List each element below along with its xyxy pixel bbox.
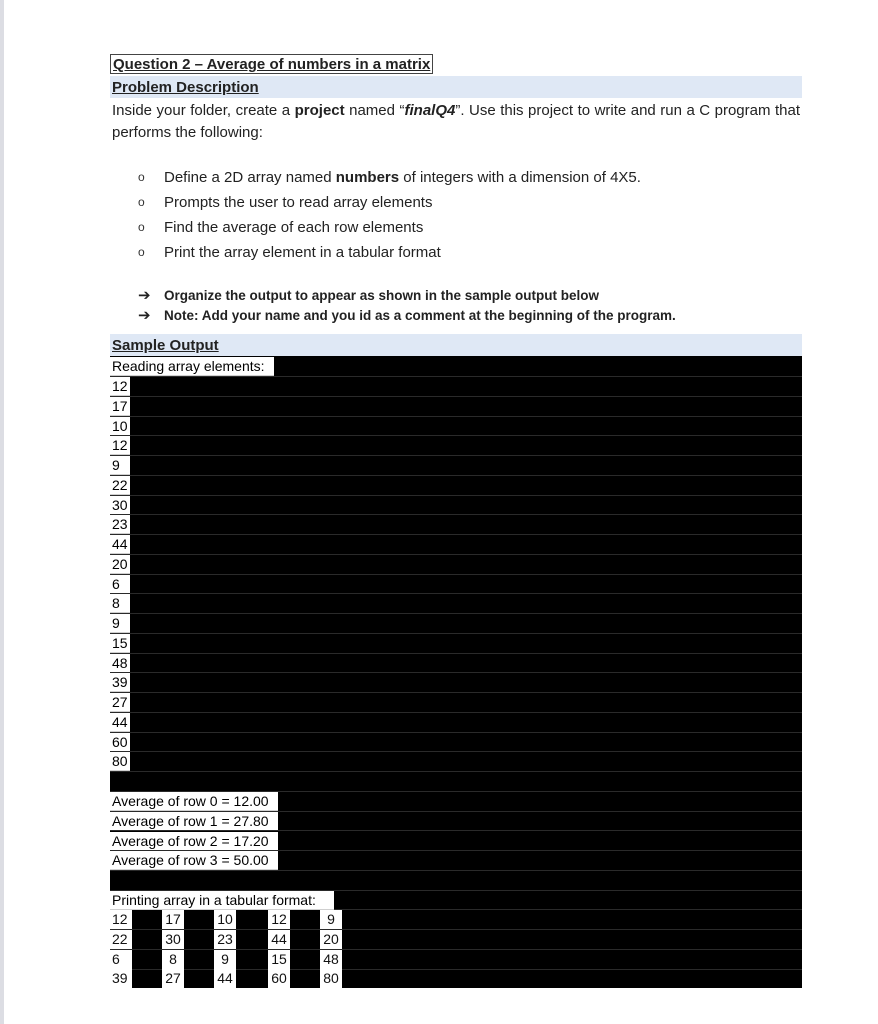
- table-label: Printing array in a tabular format:: [110, 891, 334, 910]
- table-cell: 48: [320, 950, 342, 969]
- console-row-divider: [110, 455, 802, 456]
- problem-heading: Problem Description: [112, 79, 259, 96]
- console-row-divider: [110, 771, 802, 772]
- input-line: 39: [110, 673, 130, 692]
- console-row-divider: [110, 396, 802, 397]
- intro-paragraph: Inside your folder, create a project named “finalQ4”. Use this project to write and run a C program that performs the following:: [112, 102, 801, 141]
- average-line: Average of row 3 = 50.00: [110, 851, 278, 870]
- console-row-divider: [110, 495, 802, 496]
- notes-list: [138, 286, 798, 326]
- input-line: 30: [110, 496, 130, 515]
- list-item: o Prompts the user to read array elements: [138, 190, 778, 215]
- bullet-circle-icon: o: [138, 195, 145, 209]
- table-cell: 12: [268, 910, 290, 929]
- console-row-divider: [110, 672, 802, 673]
- table-row: [110, 950, 802, 970]
- requirements-list: [138, 165, 778, 265]
- input-line: 44: [110, 713, 130, 732]
- average-line: Average of row 0 = 12.00: [110, 792, 278, 811]
- project-keyword: project: [294, 102, 345, 119]
- console-row-divider: [110, 830, 802, 831]
- table-cell: 39: [110, 969, 132, 988]
- input-line: 80: [110, 752, 130, 771]
- table-cell: 17: [162, 910, 184, 929]
- table-cell: 10: [214, 910, 236, 929]
- console-row-divider: [110, 633, 802, 634]
- console-row-divider: [110, 613, 802, 614]
- input-line: 20: [110, 555, 130, 574]
- table-cell: 23: [214, 930, 236, 949]
- input-line: 44: [110, 535, 130, 554]
- console-row-divider: [110, 850, 802, 851]
- table-cell: 44: [268, 930, 290, 949]
- console-row-divider: [110, 593, 802, 594]
- table-cell: 30: [162, 930, 184, 949]
- input-line: 9: [110, 614, 130, 633]
- table-cell: 8: [162, 950, 184, 969]
- table-cell: 80: [320, 969, 342, 988]
- sample-output-console: [110, 356, 802, 988]
- input-line: 17: [110, 397, 130, 416]
- input-line: 27: [110, 693, 130, 712]
- arrow-right-icon: ➔: [138, 287, 151, 304]
- table-row: [110, 930, 802, 950]
- input-line: 9: [110, 456, 130, 475]
- console-row-divider: [110, 870, 802, 871]
- project-name: finalQ4: [404, 102, 456, 119]
- bullet-circle-icon: o: [138, 220, 145, 234]
- average-line: Average of row 2 = 17.20: [110, 832, 278, 851]
- table-cell: 12: [110, 910, 132, 929]
- console-row-divider: [110, 732, 802, 733]
- page-left-edge: [0, 0, 4, 1024]
- note-item: ➔ Note: Add your name and you id as a comment at the beginning of the program.: [138, 307, 676, 324]
- table-cell: 15: [268, 950, 290, 969]
- input-line: 12: [110, 377, 130, 396]
- console-row-divider: [110, 416, 802, 417]
- console-row-divider: [110, 435, 802, 436]
- input-line: 23: [110, 515, 130, 534]
- arrow-right-icon: ➔: [138, 307, 151, 324]
- console-row-divider: [110, 751, 802, 752]
- question-title: Question 2 – Average of numbers in a matrix: [110, 54, 433, 74]
- console-row-divider: [110, 534, 802, 535]
- input-line: 12: [110, 436, 130, 455]
- bullet-circle-icon: o: [138, 245, 145, 259]
- table-cell: 44: [214, 969, 236, 988]
- console-row-divider: [110, 811, 802, 812]
- console-row-divider: [110, 653, 802, 654]
- average-line: Average of row 1 = 27.80: [110, 812, 278, 831]
- table-cell: 22: [110, 930, 132, 949]
- list-item: o Define a 2D array named numbers of integers with a dimension of 4X5.: [138, 165, 778, 190]
- console-row-divider: [110, 712, 802, 713]
- table-row: [110, 969, 802, 989]
- reading-label: Reading array elements:: [110, 357, 274, 376]
- table-cell: 20: [320, 930, 342, 949]
- input-line: 15: [110, 634, 130, 653]
- sample-output-heading: Sample Output: [112, 337, 219, 354]
- input-line: 6: [110, 575, 130, 594]
- table-cell: 60: [268, 969, 290, 988]
- input-line: 10: [110, 417, 130, 436]
- console-row-divider: [110, 554, 802, 555]
- list-item: o Find the average of each row elements: [138, 215, 778, 240]
- console-row-divider: [110, 692, 802, 693]
- input-line: 60: [110, 733, 130, 752]
- console-row-divider: [110, 475, 802, 476]
- table-cell: 9: [320, 910, 342, 929]
- console-row-divider: [110, 514, 802, 515]
- input-line: 8: [110, 594, 130, 613]
- list-item: o Print the array element in a tabular format: [138, 240, 778, 265]
- table-cell: 27: [162, 969, 184, 988]
- input-line: 48: [110, 654, 130, 673]
- table-row: [110, 910, 802, 930]
- table-cell: 6: [110, 950, 132, 969]
- console-row-divider: [110, 574, 802, 575]
- table-cell: 9: [214, 950, 236, 969]
- console-row-divider: [110, 791, 802, 792]
- note-item: ➔ Organize the output to appear as shown in the sample output below: [138, 287, 600, 304]
- bullet-circle-icon: o: [138, 170, 145, 184]
- console-row-divider: [110, 376, 802, 377]
- input-line: 22: [110, 476, 130, 495]
